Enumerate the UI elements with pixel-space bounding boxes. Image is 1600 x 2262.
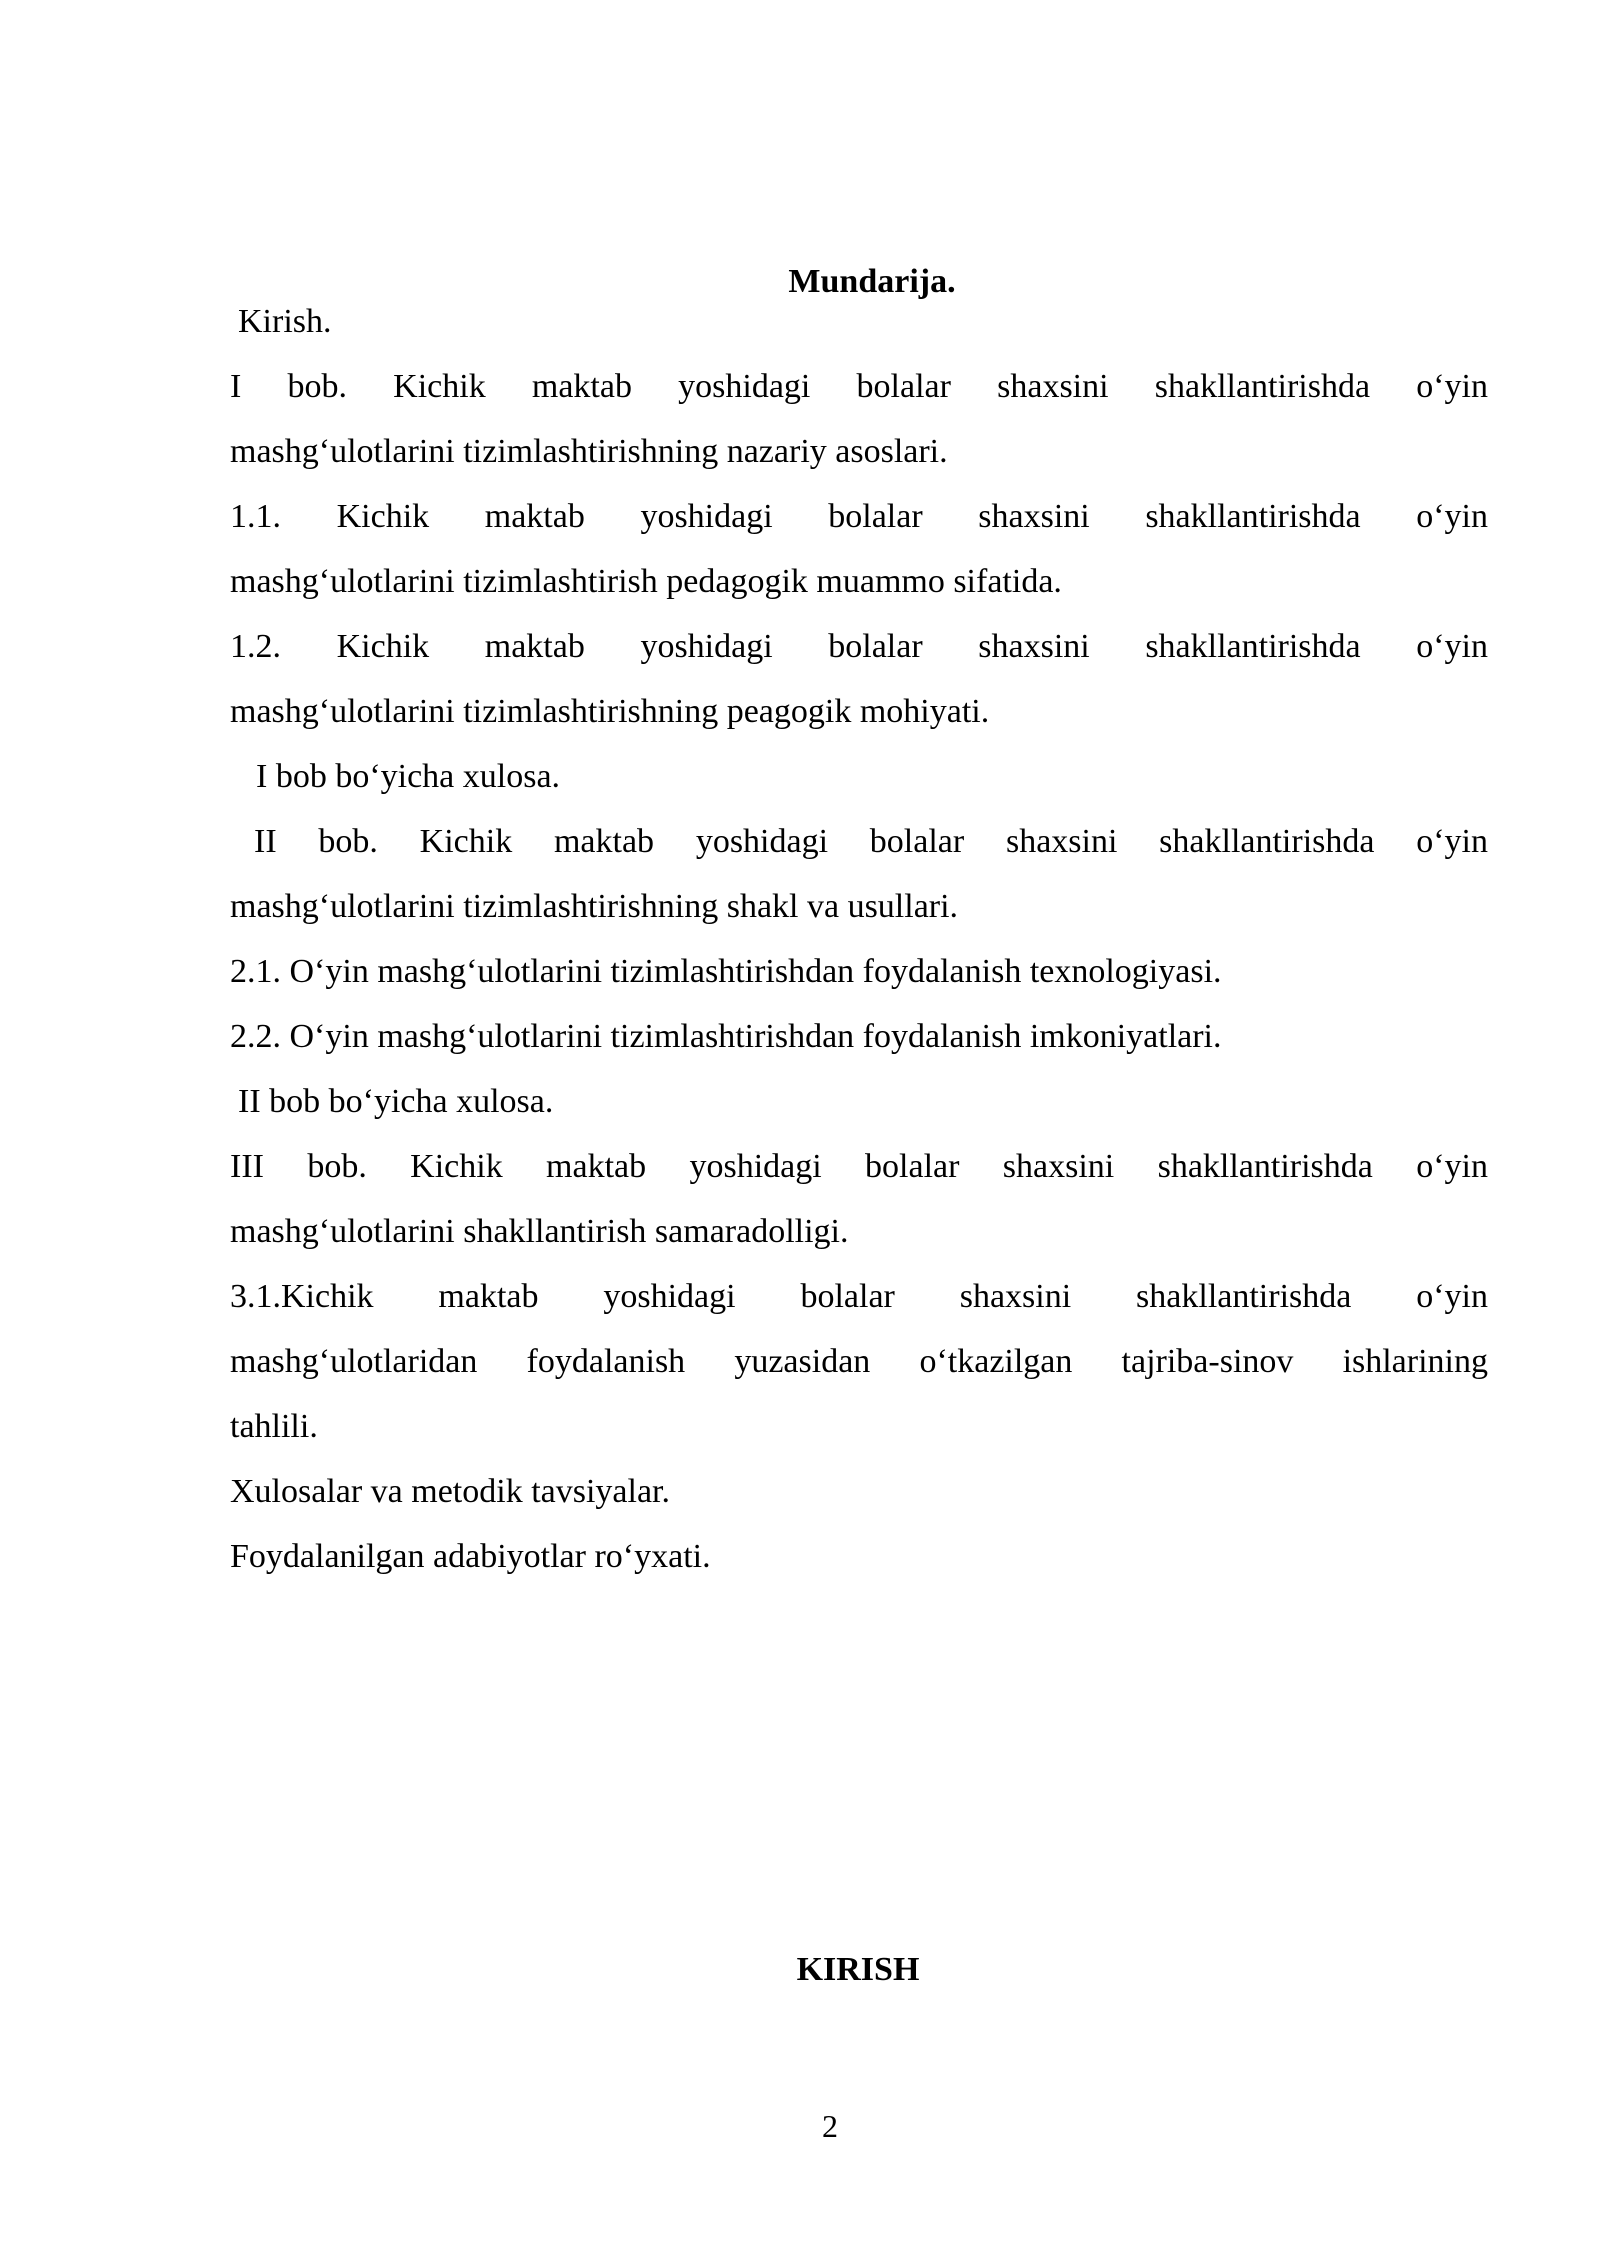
toc-title: Mundarija. xyxy=(788,263,956,300)
toc-entry-section-3-1-cont: mashg‘ulotlaridan foydalanish yuzasidan o‘tkazilgan tajriba-sinov ishlarining xyxy=(230,1343,1488,1380)
toc-entry-references: Foydalanilgan adabiyotlar ro‘yxati. xyxy=(230,1538,711,1575)
toc-entry-chapter-1-conclusion: I bob bo‘yicha xulosa. xyxy=(256,758,561,795)
toc-entry-chapter-2: II bob. Kichik maktab yoshidagi bolalar shaxsini shakllantirishda o‘yin xyxy=(254,823,1488,860)
toc-entry-chapter-1: I bob. Kichik maktab yoshidagi bolalar shaxsini shakllantirishda o‘yin xyxy=(230,368,1488,405)
toc-entry-chapter-1-cont: mashg‘ulotlarini tizimlashtirishning nazariy asoslari. xyxy=(230,433,948,470)
toc-entry-introduction: Kirish. xyxy=(238,303,332,340)
toc-entry-section-1-1-cont: mashg‘ulotlarini tizimlashtirish pedagogik muammo sifatida. xyxy=(230,563,1062,600)
toc-entry-chapter-3: III bob. Kichik maktab yoshidagi bolalar shaxsini shakllantirishda o‘yin xyxy=(230,1148,1488,1185)
toc-entry-section-1-1: 1.1. Kichik maktab yoshidagi bolalar shaxsini shakllantirishda o‘yin xyxy=(230,498,1488,535)
toc-entry-conclusions: Xulosalar va metodik tavsiyalar. xyxy=(230,1473,670,1510)
toc-entry-section-1-2-cont: mashg‘ulotlarini tizimlashtirishning peagogik mohiyati. xyxy=(230,693,990,730)
toc-entry-section-3-1-cont-2: tahlili. xyxy=(230,1408,318,1445)
toc-entry-section-2-2: 2.2. O‘yin mashg‘ulotlarini tizimlashtirishdan foydalanish imkoniyatlari. xyxy=(230,1018,1222,1055)
page-number: 2 xyxy=(822,2108,838,2144)
toc-entry-section-3-1: 3.1.Kichik maktab yoshidagi bolalar shaxsini shakllantirishda o‘yin xyxy=(230,1278,1488,1315)
intro-heading: KIRISH xyxy=(796,1951,920,1988)
toc-entry-section-2-1: 2.1. O‘yin mashg‘ulotlarini tizimlashtirishdan foydalanish texnologiyasi. xyxy=(230,953,1222,990)
toc-entry-chapter-2-cont: mashg‘ulotlarini tizimlashtirishning shakl va usullari. xyxy=(230,888,959,925)
toc-entry-chapter-3-cont: mashg‘ulotlarini shakllantirish samaradolligi. xyxy=(230,1213,849,1250)
toc-entry-chapter-2-conclusion: II bob bo‘yicha xulosa. xyxy=(238,1083,554,1120)
toc-entry-section-1-2: 1.2. Kichik maktab yoshidagi bolalar shaxsini shakllantirishda o‘yin xyxy=(230,628,1488,665)
